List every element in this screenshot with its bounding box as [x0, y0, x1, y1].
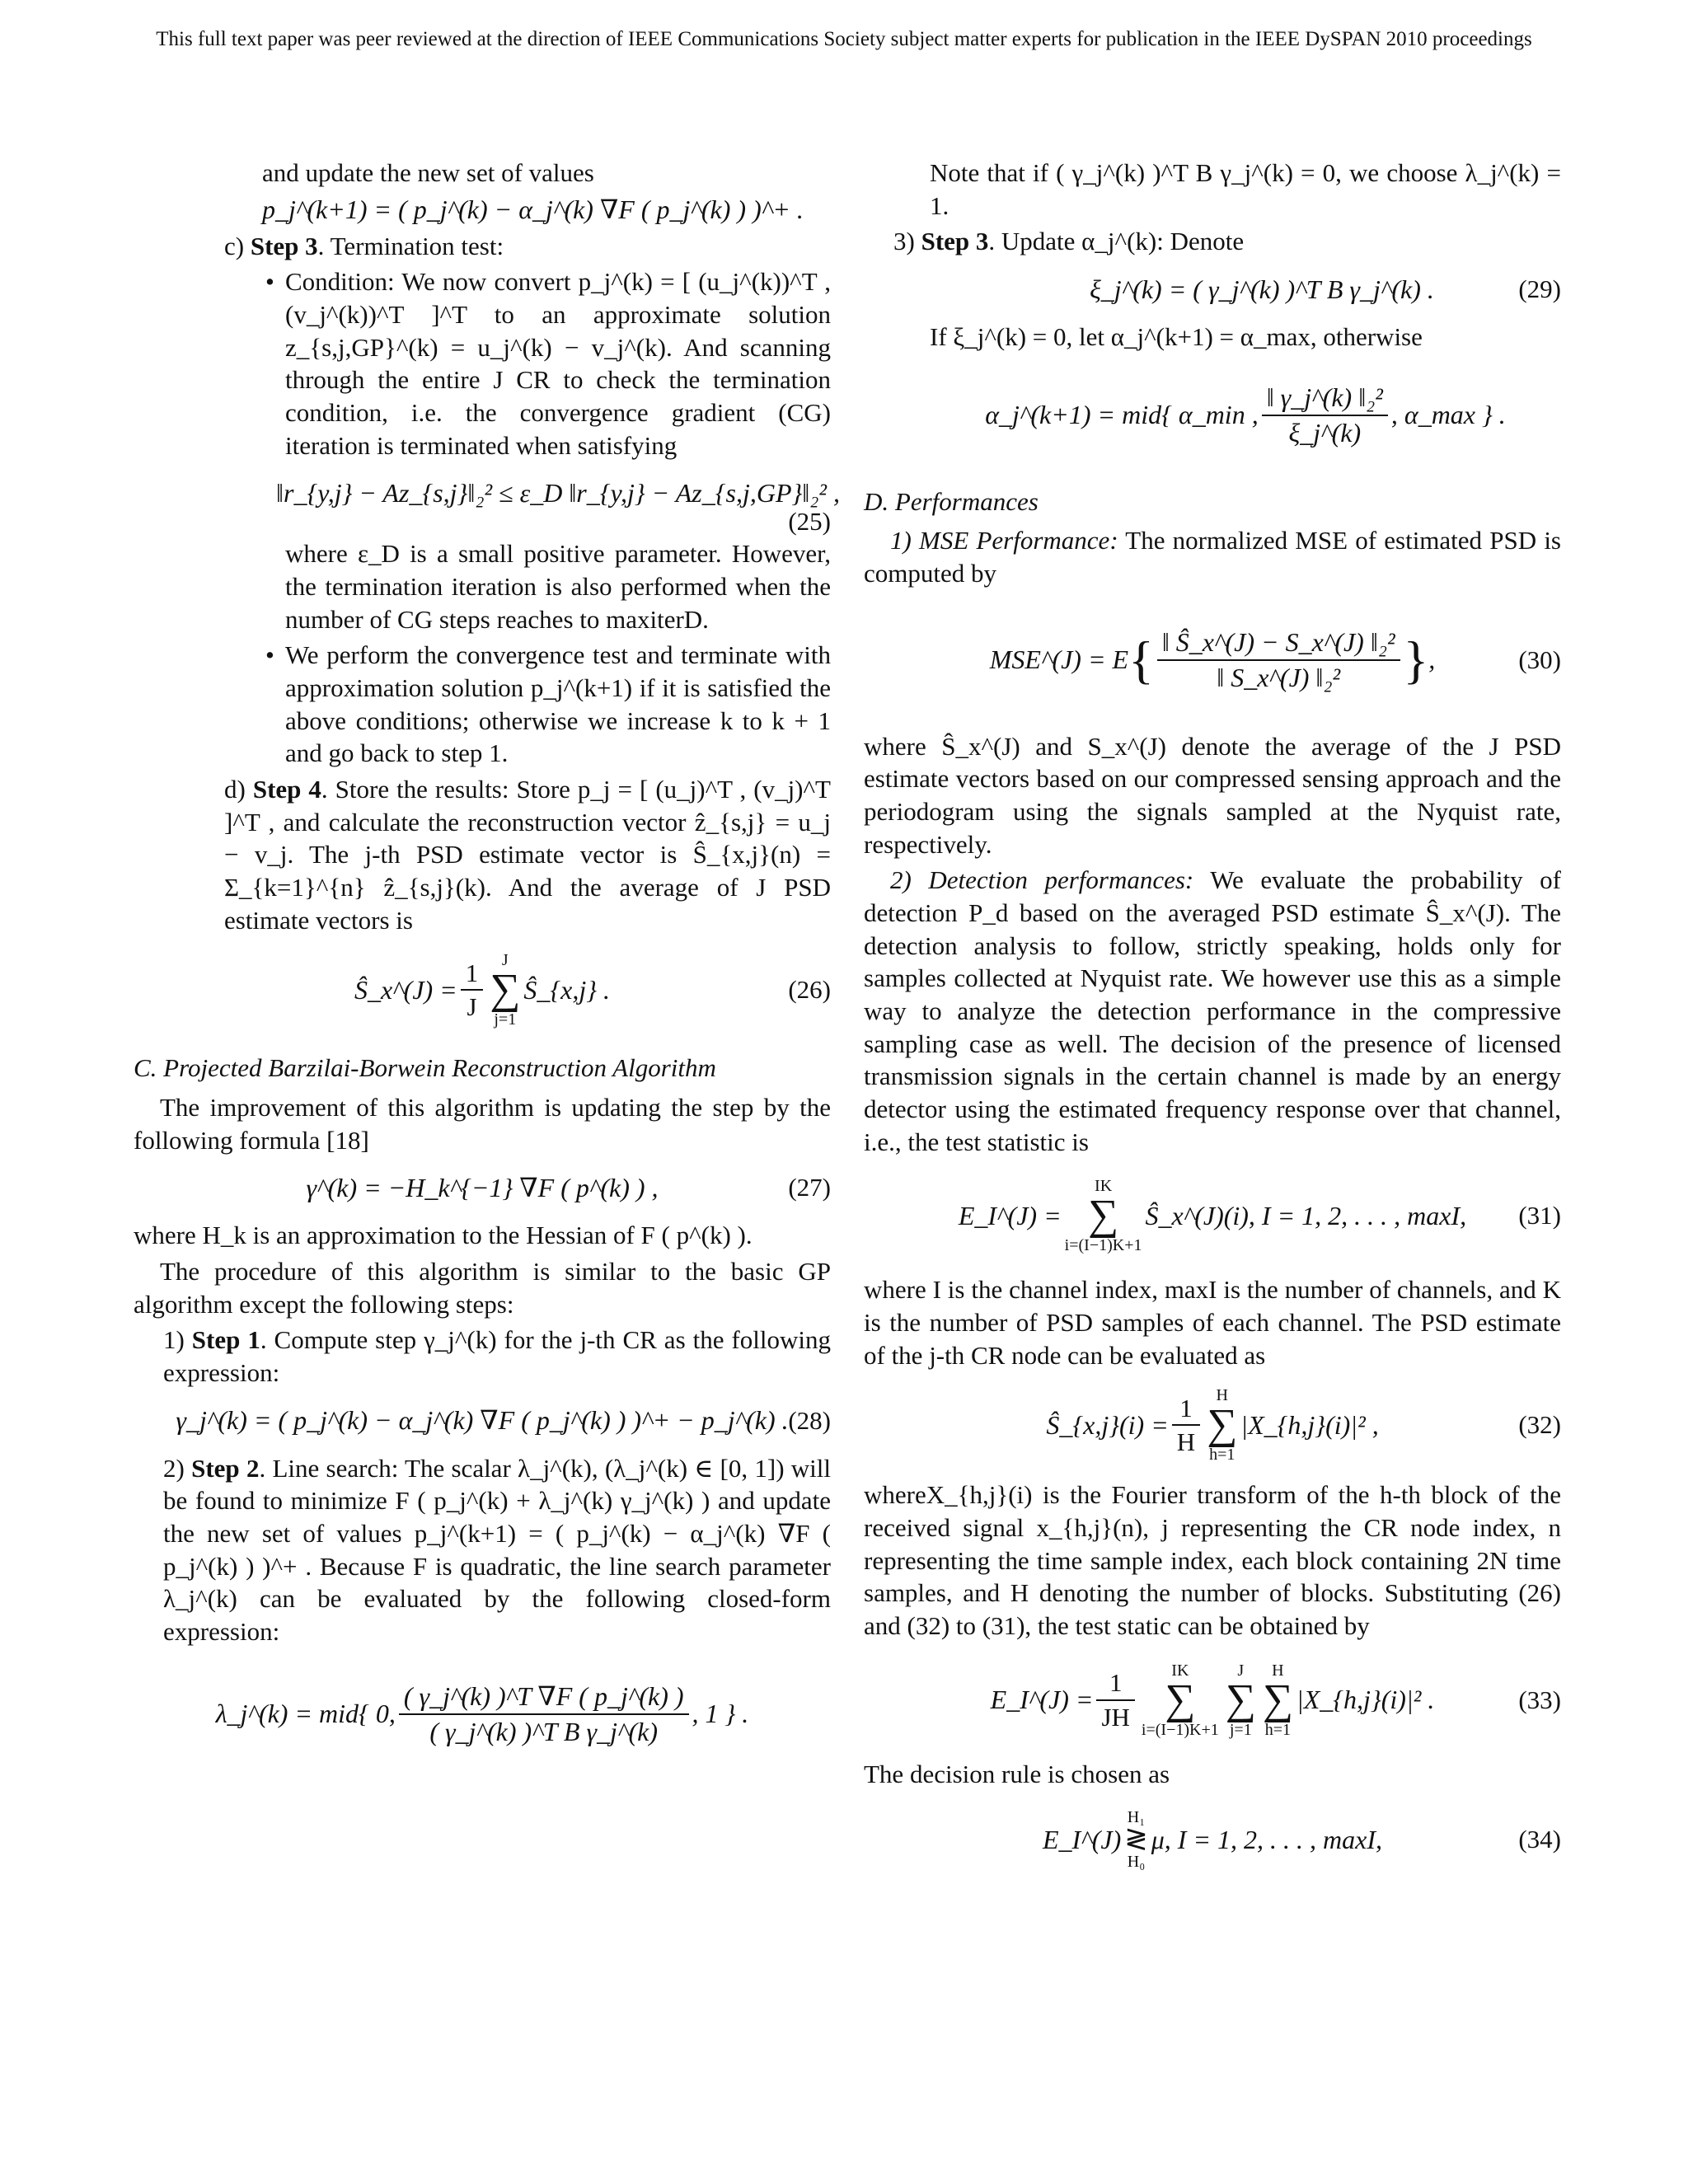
- paragraph: and update the new set of values: [262, 158, 594, 187]
- paragraph: where H_k is an approximation to the Hessian of F ( p^(k) ).: [134, 1221, 753, 1250]
- section-heading: D. Performances: [864, 486, 1039, 516]
- equation-33: E_I^(J) = $\frac{1}{JH}$ IK ∑ i=(I−1)K+1 J ∑ j=1 H ∑ h=1 |X_{h,j}(i)|² . (33): [990, 1661, 1561, 1739]
- right-column: [864, 157, 1561, 1889]
- equation-25: ‖r_{y,j} − Az_{s,j}‖₂² ≤ ε_D ‖r_{y,j} − Az_{s,j,GP}‖₂² , (25): [276, 477, 840, 536]
- step-item: c) Step 3. Termination test:: [224, 231, 504, 260]
- page-header: This full text paper was peer reviewed at the direction of IEEE Communications Society subject matter experts for publication in the IEEE DySPAN 2010 proceedings: [156, 28, 1532, 50]
- equation-update: p_j^(k+1) = ( p_j^(k) − α_j^(k) ∇F ( p_j^(k) ) )^+ .: [262, 194, 804, 224]
- paragraph: where ε_D is a small positive parameter. However, the termination iteration is also performed when the number of CG steps reaches to maxiterD.: [285, 539, 831, 634]
- bullet-item: • Condition: We now convert p_j^(k) = [ (u_j^(k))^T , (v_j^(k))^T ]^T to an approximate solution z_{s,j,GP}^(k) = u_j^(k) − v_j^(k). And scanning through the entire J CR to check the termination condition, i.e. the convergence gradient (CG) iteration is terminated when satisfying: [256, 265, 831, 462]
- bullet-item: • We perform the convergence test and terminate with approximation solution p_j^(k+1) if it is satisfied the above conditions; otherwise we increase k to k + 1 and go back to step 1.: [256, 639, 831, 770]
- equation-26: Ŝ_x^(J) = $\frac{1}{J}$ J ∑ j=1 Ŝ_{x,j} . (26): [354, 951, 831, 1029]
- section-heading: C. Projected Barzilai-Borwein Reconstruction Algorithm: [134, 1053, 716, 1083]
- equation-29: ξ_j^(k) = ( γ_j^(k) )^T B γ_j^(k) . (29): [1090, 274, 1561, 304]
- paragraph: 1) MSE Performance: The normalized MSE of estimated PSD is computed by: [864, 526, 1561, 588]
- equation-lambda: λ_j^(k) = mid { 0, $\frac{( \gamma\_j\^{}(k) )\^{}T \nabla F ( p\_j\^{}(k) )}{\text{( γ\_j\textasciicircum{}(k) )\textasciicircum{}T B γ\_j\textasciicircum{}(k)}}$ , 1 } .: [215, 1680, 749, 1746]
- paragraph: where Ŝ_x^(J) and S_x^(J) denote the average of the J PSD estimate vectors based on our compressed sensing approach and the periodogram using the signals sampled at the Nyquist rate, respectively.: [864, 731, 1561, 859]
- equation-34: E_I^(J) H₁ ≷ H₀ μ, I = 1, 2, . . . , maxI, (34): [1043, 1808, 1561, 1872]
- step-item: 2) Step 2. Line search: The scalar λ_j^(k), (λ_j^(k) ∈ [0, 1]) will be found to minimize F ( p_j^(k) + λ_j^(k) γ_j^(k) ) and update the new set of values p_j^(k+1) = ( p_j^(k) − α_j^(k) ∇F ( p_j^(k) ) )^+ . Because F is quadratic, the line search parameter λ_j^(k) can be evaluated by the following closed-form expression:: [163, 1453, 832, 1647]
- paragraph: If ξ_j^(k) = 0, let α_j^(k+1) = α_max, otherwise: [930, 322, 1423, 352]
- paragraph: Note that if ( γ_j^(k) )^T B γ_j^(k) = 0, we choose λ_j^(k) = 1.: [930, 158, 1561, 220]
- step-item: 1) Step 1. Compute step γ_j^(k) for the j-th CR as the following expression:: [163, 1325, 831, 1388]
- paragraph: The improvement of this algorithm is updating the step by the following formula [18]: [134, 1093, 831, 1155]
- paragraph: 2) Detection performances: We evaluate the probability of detection P_d based on the averaged PSD estimate Ŝ_x^(J). The detection analysis to follow, strictly speaking, holds only for samples collected at Nyquist rate. We however use this as a simple way to analyze the detection performance in the compressive sampling case as well. The decision of the presence of licensed transmission signals in the certain channel is made by an energy detector using the estimated frequency response over that channel, i.e., the test statistic is: [864, 865, 1562, 1156]
- equation-32: Ŝ_{x,j}(i) = $\frac{1}{H}$ H ∑ h=1 |X_{h,j}(i)|² , (32): [1046, 1386, 1561, 1465]
- paragraph: The procedure of this algorithm is similar to the basic GP algorithm except the following steps:: [134, 1257, 831, 1319]
- equation-alpha: α_j^(k+1) = mid { α_min , $\frac{\text{‖ γ\_j\textasciicircum{}(k) ‖₂²}}{\xi\_j\^{}(k)}$ , α_max } .: [985, 382, 1506, 448]
- equation-31: E_I^(J) = IK ∑ i=(I−1)K+1 Ŝ_x^(J)(i), I = 1, 2, . . . , maxI, (31): [958, 1177, 1561, 1255]
- paragraph: whereX_{h,j}(i) is the Fourier transform of the h-th block of the received signal x_{h,j}(n), j representing the CR node index, n representing the time sample index, each block containing 2N time samples, and H denoting the number of blocks. Substituting (26) and (32) to (31), the test static can be obtained by: [864, 1480, 1561, 1641]
- equation-30: MSE^(J) = E { $\frac{\text{‖ Ŝ\_x\textasciicircum{}(J) − S\_x\textasciicircum{}(J) ‖₂²}}{\text{‖ S\_x\textasciicircum{}(J) ‖₂²}}$ } , (30): [989, 626, 1561, 692]
- equation-28: γ_j^(k) = ( p_j^(k) − α_j^(k) ∇F ( p_j^(k) ) )^+ − p_j^(k) . (28): [176, 1405, 831, 1436]
- step-item: d) Step 4. Store the results: Store p_j = [ (u_j)^T , (v_j)^T ]^T , and calculate the reconstruction vector ẑ_{s,j} = u_j − v_j. The j-th PSD estimate vector is Ŝ_{x,j}(n) = Σ_{k=1}^{n} ẑ_{s,j}(k). And the average of J PSD estimate vectors is: [224, 775, 831, 935]
- step-item: 3) Step 3. Update α_j^(k): Denote: [893, 227, 1245, 256]
- paragraph: The decision rule is chosen as: [864, 1759, 1170, 1788]
- left-column: [134, 157, 840, 1780]
- equation-27: γ^(k) = −H_k^{−1} ∇F ( p^(k) ) , (27): [306, 1172, 831, 1202]
- paragraph: where I is the channel index, maxI is the number of channels, and K is the number of PSD samples of each channel. The PSD estimate of the j-th CR node can be evaluated as: [864, 1275, 1561, 1370]
